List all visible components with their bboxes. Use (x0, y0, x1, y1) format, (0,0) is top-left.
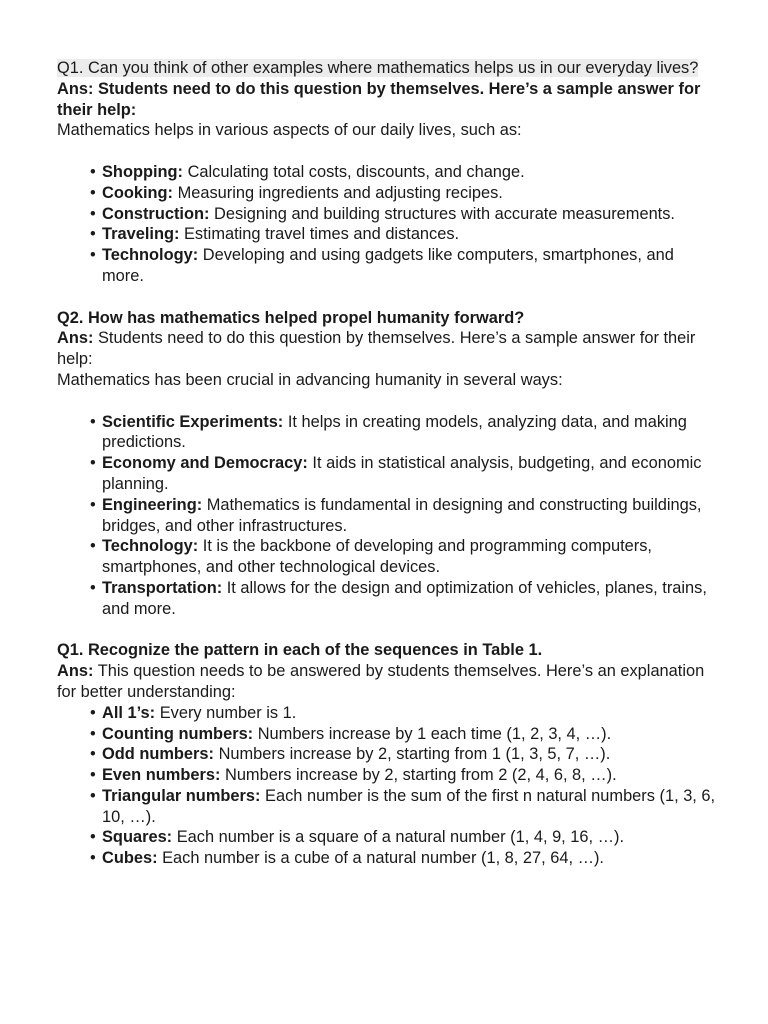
list-item: • Odd numbers: Numbers increase by 2, starting from 1 (1, 3, 5, 7, …). (90, 745, 611, 764)
list-item: • Engineering: Mathematics is fundamental in designing and constructing buildings, bridges, and other infrastructures. (90, 495, 702, 535)
list-item: • Technology: Developing and using gadgets like computers, smartphones, and more. (90, 246, 674, 285)
list-item: • Cubes: Each number is a cube of a natural number (1, 8, 27, 64, …). (90, 849, 604, 868)
bullet-icon: • (90, 745, 96, 764)
section-q1-patterns (57, 640, 717, 869)
answer-list (57, 162, 717, 287)
list-item: • Transportation: It allows for the design and optimization of vehicles, planes, trains, and more. (90, 578, 707, 618)
list-item: • All 1’s: Every number is 1. (90, 703, 297, 722)
answer-intro: Mathematics has been crucial in advancing humanity in several ways: (57, 370, 563, 389)
document-page (57, 58, 717, 869)
answer-list (57, 703, 717, 869)
bullet-icon: • (90, 225, 96, 244)
answer-intro: Mathematics helps in various aspects of our daily lives, such as: (57, 121, 522, 140)
bullet-icon: • (90, 786, 96, 805)
bullet-icon: • (90, 703, 96, 722)
bullet-icon: • (90, 204, 96, 223)
bullet-icon: • (90, 183, 96, 202)
question-text: Q1. Can you think of other examples where mathematics helps us in our everyday lives? (57, 59, 699, 77)
bullet-icon: • (90, 162, 96, 181)
bullet-icon: • (90, 849, 96, 868)
answer-text: Ans: Students need to do this question by themselves. Here’s a sample answer for their help: (57, 329, 696, 369)
section-q2-humanity (57, 308, 717, 620)
list-item: • Even numbers: Numbers increase by 2, starting from 2 (2, 4, 6, 8, …). (90, 766, 617, 785)
answer-text: Ans: This question needs to be answered by students themselves. Here’s an explanation for better understanding: (57, 662, 705, 701)
list-item: • Traveling: Estimating travel times and distances. (90, 225, 460, 244)
bullet-icon: • (90, 537, 96, 556)
answer-label: Ans: Students need to do this question by themselves. Here’s a sample answer for their help: (57, 79, 701, 119)
list-item: • Scientific Experiments: It helps in creating models, analyzing data, and making predictions. (90, 412, 687, 452)
bullet-icon: • (90, 724, 96, 743)
section-q1-everyday (57, 58, 717, 287)
bullet-icon: • (90, 412, 96, 431)
bullet-icon: • (90, 454, 96, 473)
bullet-icon: • (90, 766, 96, 785)
list-item: • Shopping: Calculating total costs, discounts, and change. (90, 162, 525, 181)
bullet-icon: • (90, 246, 96, 265)
list-item: • Cooking: Measuring ingredients and adjusting recipes. (90, 183, 503, 202)
question-text: Q1. Recognize the pattern in each of the sequences in Table 1. (57, 641, 543, 660)
list-item: • Economy and Democracy: It aids in statistical analysis, budgeting, and economic planning. (90, 454, 702, 493)
list-item: • Counting numbers: Numbers increase by 1 each time (1, 2, 3, 4, …). (90, 724, 612, 743)
answer-list (57, 412, 717, 620)
list-item: • Technology: It is the backbone of developing and programming computers, smartphones, and other technological devices. (90, 537, 652, 577)
list-item: • Squares: Each number is a square of a natural number (1, 4, 9, 16, …). (90, 828, 625, 847)
bullet-icon: • (90, 495, 96, 514)
list-item: • Triangular numbers: Each number is the sum of the first n natural numbers (1, 3, 6, 10, …). (90, 786, 716, 826)
list-item: • Construction: Designing and building structures with accurate measurements. (90, 204, 675, 223)
bullet-icon: • (90, 578, 96, 597)
question-text: Q2. How has mathematics helped propel humanity forward? (57, 308, 525, 327)
bullet-icon: • (90, 828, 96, 847)
